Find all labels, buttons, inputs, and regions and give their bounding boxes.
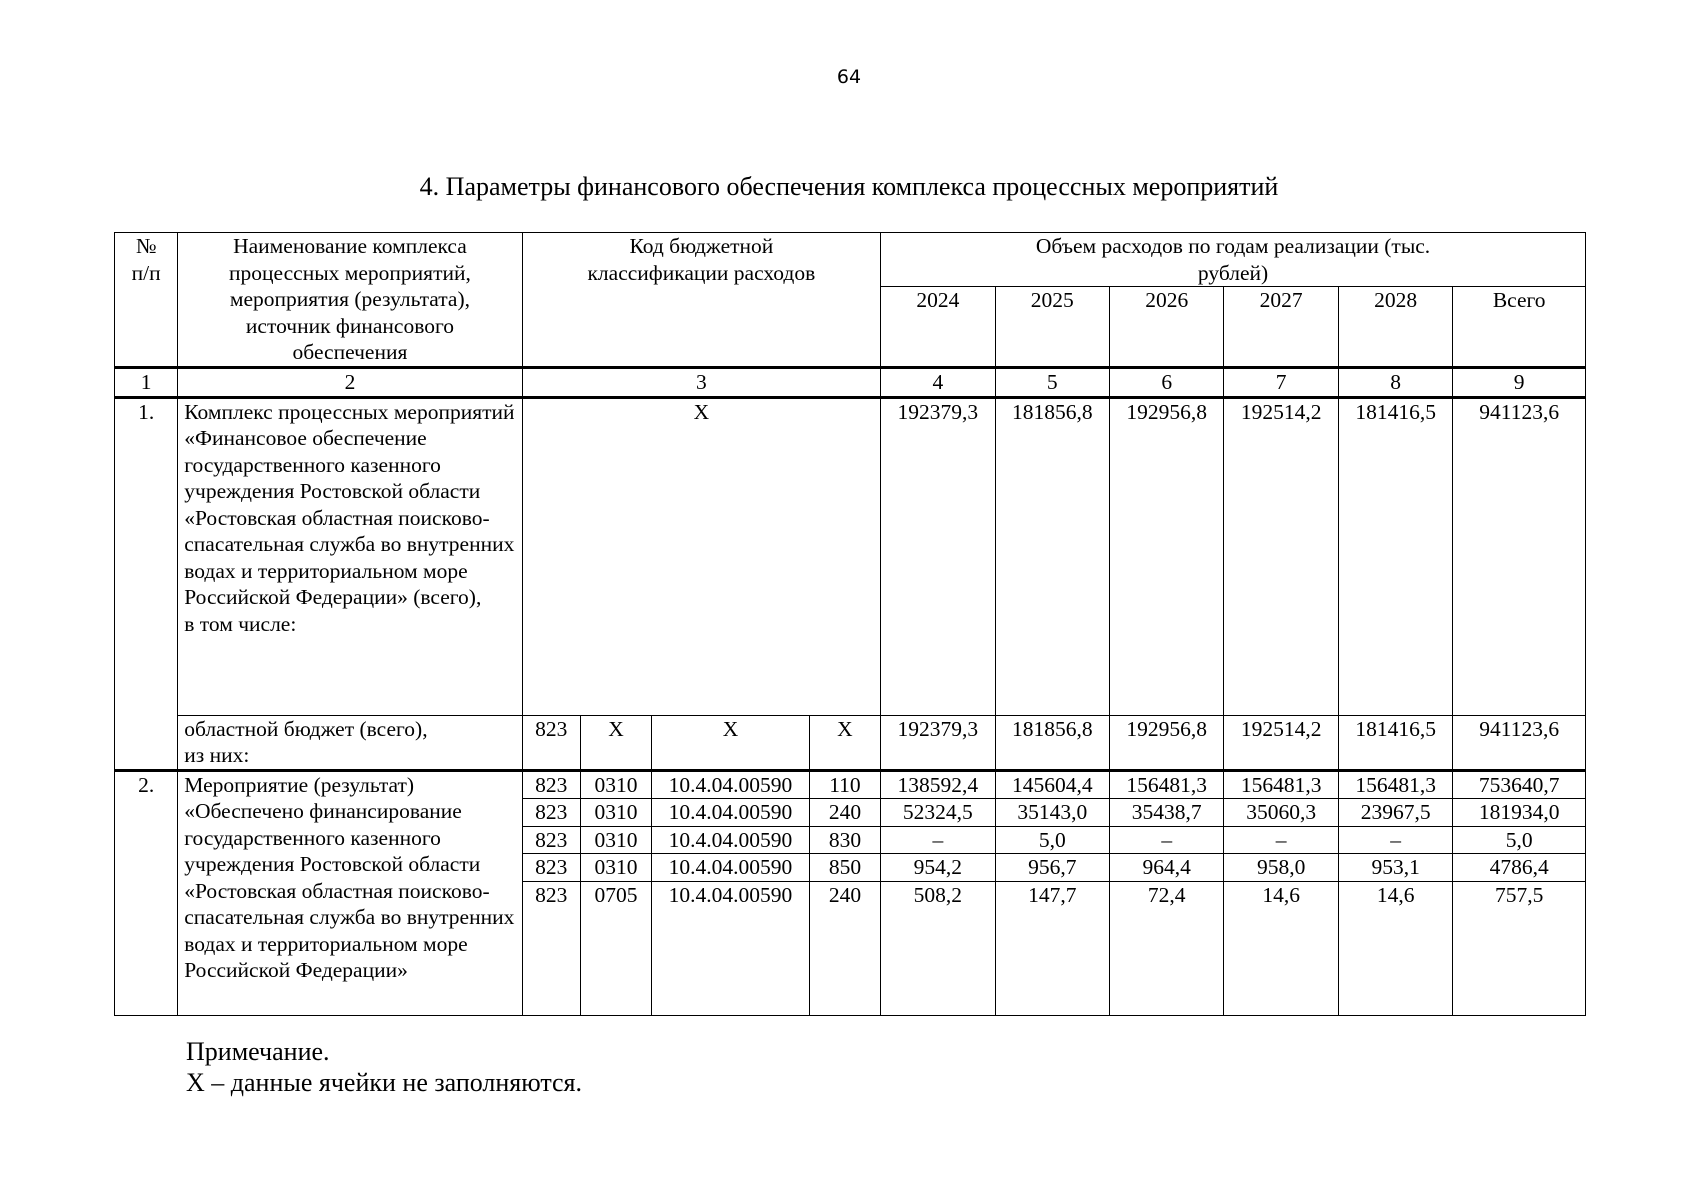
header-year: 2026: [1110, 287, 1224, 368]
regional-budget-name: областной бюджет (всего), из них:: [178, 715, 522, 770]
header-year: 2027: [1224, 287, 1338, 368]
value-cell: 757,5: [1453, 881, 1586, 1015]
column-number: 2: [178, 368, 522, 398]
column-number: 1: [115, 368, 178, 398]
code-cell: 240: [809, 799, 880, 827]
value-cell: 5,0: [1453, 826, 1586, 854]
header-volume: Объем расходов по годам реализации (тыс. рублей): [881, 233, 1586, 287]
value-cell: 192514,2: [1224, 715, 1338, 770]
value-cell: 138592,4: [881, 770, 995, 799]
notes-heading: Примечание.: [186, 1037, 330, 1066]
value-cell: 5,0: [995, 826, 1109, 854]
value-cell: 14,6: [1338, 881, 1452, 1015]
code-cell: 0310: [580, 770, 651, 799]
value-cell: 181856,8: [995, 715, 1109, 770]
complex-name: Комплекс процессных мероприятий «Финансовое обеспечение государственного казенного учреждения Ростовской области «Ростовская областная поисково-спасательная служба во внутренних водах и территориальном море Российской Федерации» (всего), в том числе:: [178, 397, 522, 715]
value-cell: 958,0: [1224, 854, 1338, 882]
code-cell: 823: [522, 826, 580, 854]
code-cell: 10.4.04.00590: [652, 826, 810, 854]
notes-block: [186, 1036, 582, 1098]
value-cell: 181934,0: [1453, 799, 1586, 827]
value-cell: 52324,5: [881, 799, 995, 827]
value-cell: 192956,8: [1110, 397, 1224, 715]
header-name: Наименование комплекса процессных мероприятий, мероприятия (результата), источник финансового обеспечения: [178, 233, 522, 368]
value-cell: 956,7: [995, 854, 1109, 882]
column-number: 5: [995, 368, 1109, 398]
value-cell: 181416,5: [1338, 397, 1452, 715]
code-cell: 0310: [580, 826, 651, 854]
column-number: 4: [881, 368, 995, 398]
code-cell: 10.4.04.00590: [652, 854, 810, 882]
header-total: Всего: [1453, 287, 1586, 368]
value-cell: 964,4: [1110, 854, 1224, 882]
column-number: 8: [1338, 368, 1452, 398]
column-number: 7: [1224, 368, 1338, 398]
value-cell: 753640,7: [1453, 770, 1586, 799]
value-cell: 192956,8: [1110, 715, 1224, 770]
value-cell: 35143,0: [995, 799, 1109, 827]
value-cell: –: [1224, 826, 1338, 854]
code-cell: 823: [522, 715, 580, 770]
code-cell: 240: [809, 881, 880, 1015]
value-cell: 954,2: [881, 854, 995, 882]
complex-row: [115, 397, 1586, 715]
column-number: 9: [1453, 368, 1586, 398]
value-cell: 147,7: [995, 881, 1109, 1015]
code-cell: 823: [522, 770, 580, 799]
column-numbers-row: [115, 368, 1586, 398]
value-cell: 23967,5: [1338, 799, 1452, 827]
header-year: 2025: [995, 287, 1109, 368]
value-cell: 941123,6: [1453, 397, 1586, 715]
header-code: Код бюджетной классификации расходов: [522, 233, 880, 368]
value-cell: 156481,3: [1338, 770, 1452, 799]
value-cell: 192514,2: [1224, 397, 1338, 715]
measure-name: Мероприятие (результат) «Обеспечено финансирование государственного казенного учреждения Ростовской области «Ростовская областная поисково-спасательная служба во внутренних водах и территориальном море Российской Федерации»: [178, 770, 522, 1015]
value-cell: 181856,8: [995, 397, 1109, 715]
value-cell: 508,2: [881, 881, 995, 1015]
code-cell: 10.4.04.00590: [652, 770, 810, 799]
code-cell: X: [652, 715, 810, 770]
value-cell: 192379,3: [881, 715, 995, 770]
header-num: № п/п: [115, 233, 178, 368]
value-cell: 72,4: [1110, 881, 1224, 1015]
value-cell: 14,6: [1224, 881, 1338, 1015]
code-cell: 0310: [580, 854, 651, 882]
value-cell: –: [1110, 826, 1224, 854]
code-cell: X: [580, 715, 651, 770]
value-cell: 156481,3: [1110, 770, 1224, 799]
page-number: 64: [836, 66, 862, 88]
code-cell: X: [809, 715, 880, 770]
row-num: 1.: [115, 397, 178, 770]
measure-row: [115, 770, 1586, 799]
value-cell: 35438,7: [1110, 799, 1224, 827]
notes-text: X – данные ячейки не заполняются.: [186, 1068, 583, 1097]
code-cell: 110: [809, 770, 880, 799]
code-cell: 850: [809, 854, 880, 882]
value-cell: –: [881, 826, 995, 854]
financing-table: [114, 232, 1586, 1016]
regional-budget-row: [115, 715, 1586, 770]
value-cell: 156481,3: [1224, 770, 1338, 799]
value-cell: 35060,3: [1224, 799, 1338, 827]
column-number: 6: [1110, 368, 1224, 398]
page-title: 4. Параметры финансового обеспечения комплекса процессных мероприятий: [419, 172, 1279, 201]
column-number: 3: [522, 368, 880, 398]
code-cell: 0705: [580, 881, 651, 1015]
value-cell: 192379,3: [881, 397, 995, 715]
value-cell: 941123,6: [1453, 715, 1586, 770]
complex-code: X: [522, 397, 880, 715]
value-cell: 181416,5: [1338, 715, 1452, 770]
code-cell: 830: [809, 826, 880, 854]
value-cell: 4786,4: [1453, 854, 1586, 882]
value-cell: –: [1338, 826, 1452, 854]
value-cell: 145604,4: [995, 770, 1109, 799]
header-year: 2028: [1338, 287, 1452, 368]
value-cell: 953,1: [1338, 854, 1452, 882]
code-cell: 10.4.04.00590: [652, 799, 810, 827]
code-cell: 10.4.04.00590: [652, 881, 810, 1015]
code-cell: 823: [522, 799, 580, 827]
code-cell: 823: [522, 881, 580, 1015]
row-num: 2.: [115, 770, 178, 1015]
code-cell: 823: [522, 854, 580, 882]
code-cell: 0310: [580, 799, 651, 827]
header-year: 2024: [881, 287, 995, 368]
